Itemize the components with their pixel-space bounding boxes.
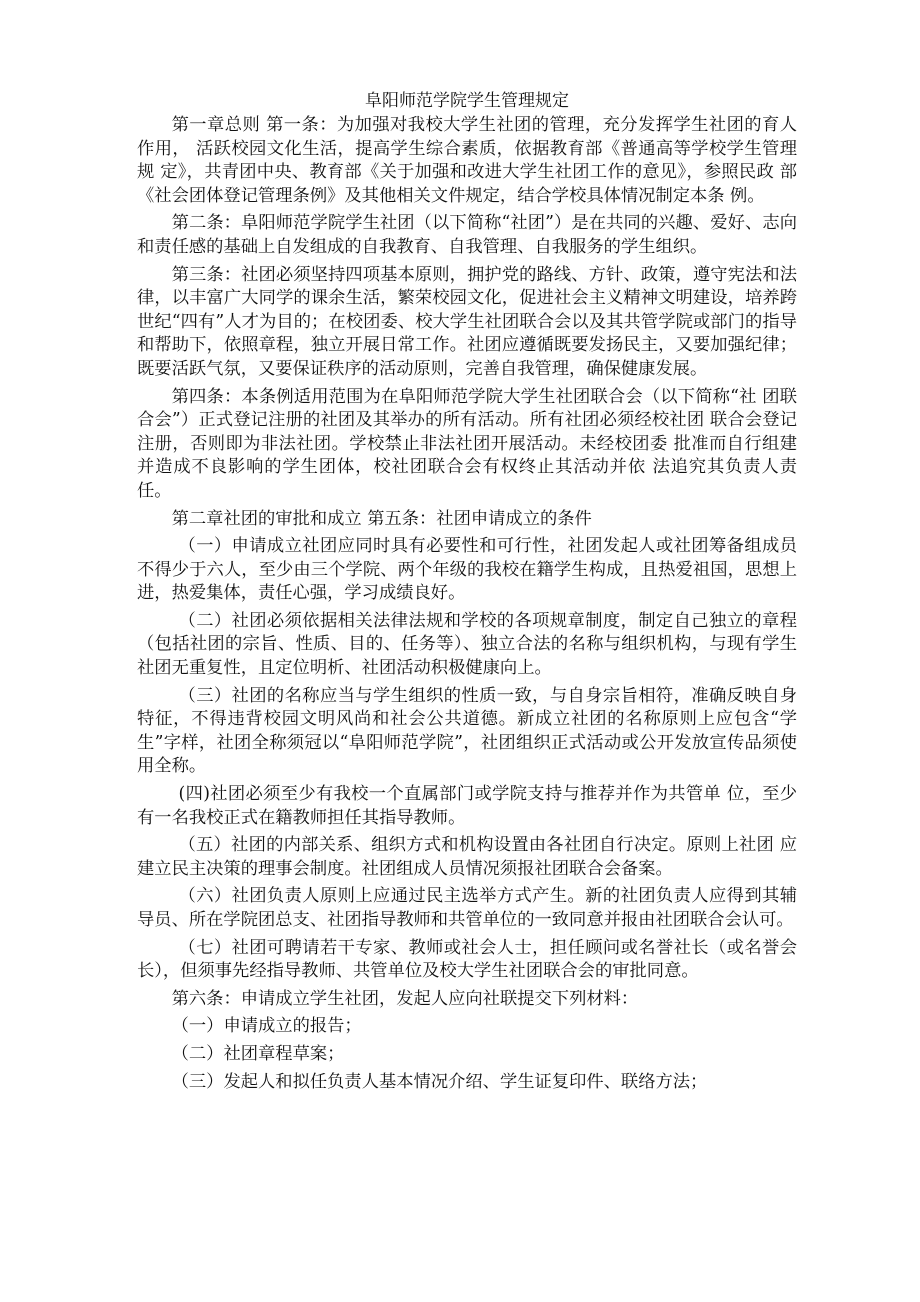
list-item-condition-4: (四)社团必须至少有我校一个直属部门或学院支持与推荐并作为共管单 位，至少有一名我校正式在籍教师担任其指导教师。: [137, 784, 797, 828]
list-item-condition-2: （二）社团必须依据相关法律法规和学校的各项规章制度，制定自己独立的章程（包括社团的宗旨、性质、目的、任务等）、独立合法的名称与组织机构，与现有学生社团无重复性，且定位明析、社团活动积极健康向上。: [137, 610, 797, 679]
list-item-condition-6: （六）社团负责人原则上应通过民主选举方式产生。新的社团负责人应得到其辅导员、所在学院团总支、社团指导教师和共管单位的一致同意并报由社团联合会认可。: [137, 886, 797, 930]
list-item-condition-7: （七）社团可聘请若干专家、教师或社会人士，担任顾问或名誉社长（或名誉会长），但须事先经指导教师、共管单位及校大学生社团联合会的审批同意。: [137, 937, 797, 982]
list-item-condition-1: （一）申请成立社团应同时具有必要性和可行性，社团发起人或社团筹备组成员不得少于六人，至少由三个学院、两个年级的我校在籍学生构成，且热爱祖国，思想上进，热爱集体，责任心强，学习成绩良好。: [137, 536, 797, 604]
list-item-material-1: （一）申请成立的报告；: [171, 1016, 362, 1037]
list-item-material-2: （二）社团章程草案；: [171, 1043, 345, 1064]
document-page: [137, 88, 797, 1098]
paragraph-article6: 第六条：申请成立学生社团，发起人应向社联提交下列材料：: [171, 988, 639, 1009]
paragraph-article3: 第三条：社团必须坚持四项基本原则，拥护党的路线、方针、政策，遵守宪法和法律，以丰富广大同学的课余生活，繁荣校园文化，促进社会主义精神文明建设，培养跨世纪“四有”人才为目的；在校团委、校大学生社团联合会以及其共管学院或部门的指导和帮助下，依照章程，独立开展日常工作。社团应遵循既要发扬民主，又要加强纪律；既要活跃气氛，又要保证秩序的活动原则，完善自我管理，确保健康发展。: [137, 264, 797, 379]
document-title: 阜阳师范学院学生管理规定: [365, 91, 569, 111]
list-item-condition-3: （三）社团的名称应当与学生组织的性质一致，与自身宗旨相符，准确反映自身特征，不得违背校园文明风尚和社会公共道德。新成立社团的名称原则上应包含“学生”字样，社团全称须冠以“阜阳师范学院”，社团组织正式活动或公开发放宣传品须使用全称。: [137, 685, 797, 777]
paragraph-chapter2-article5: 第二章社团的审批和成立 第五条：社团申请成立的条件: [171, 508, 592, 529]
list-item-condition-5: （五）社团的内部关系、组织方式和机构设置由各社团自行决定。原则上社团 应建立民主决策的理事会制度。社团组成人员情况须报社团联合会备案。: [137, 835, 797, 879]
paragraph-chapter1-article1: 第一章总则 第一条：为加强对我校大学生社团的管理，充分发挥学生社团的育人作用， 活跃校园文化生活，提高学生综合素质，依据教育部《普通高等学校学生管理规 定》，共青团中央、教育部《关于加强和改进大学生社团工作的意见》，参照民政 部《社会团体登记管理条例》及其他相关文件规定，结合学校具体情况制定本条 例。: [137, 115, 797, 206]
list-item-material-3: （三）发起人和拟任负责人基本情况介绍、学生证复印件、联络方法；: [171, 1071, 708, 1092]
paragraph-article4: 第四条：本条例适用范围为在阜阳师范学院大学生社团联合会（以下简称“社 团联合会”）正式登记注册的社团及其举办的所有活动。所有社团必须经校社团 联合会登记注册，否则即为非法社团。学校禁止非法社团开展活动。未经校团委 批准而自行组建并造成不良影响的学生团体，校社团联合会有权终止其活动并依 法追究其负责人责任。: [137, 386, 797, 501]
paragraph-article2: 第二条：阜阳师范学院学生社团（以下简称“社团”）是在共同的兴趣、爱好、志向和责任感的基础上自发组成的自我教育、自我管理、自我服务的学生组织。: [137, 213, 797, 257]
